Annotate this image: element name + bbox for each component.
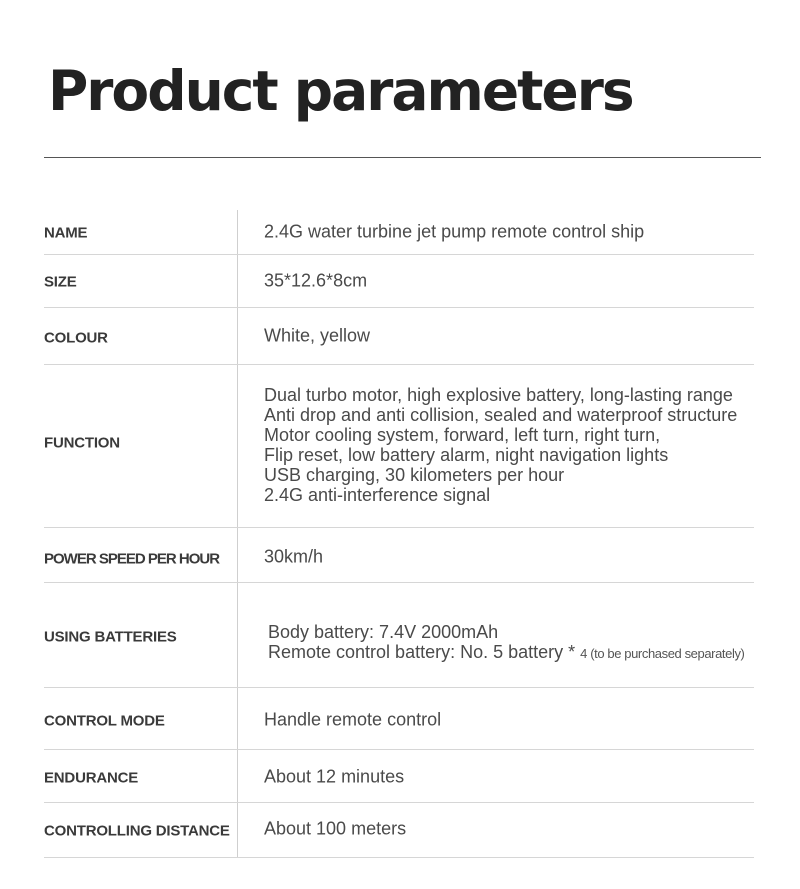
name-label: NAME (44, 224, 88, 242)
function-label: FUNCTION (44, 434, 120, 452)
power-speed-value: 30km/h (264, 546, 324, 567)
row-separator (44, 802, 754, 803)
row-separator (44, 687, 754, 688)
row-separator (44, 364, 754, 365)
row-separator (44, 254, 754, 255)
row-separator (44, 527, 754, 528)
size-label: SIZE (44, 273, 77, 291)
function-line: USB charging, 30 kilometers per hour (264, 465, 565, 485)
row-separator (44, 857, 754, 858)
remote-battery-line (268, 642, 744, 662)
function-line: Motor cooling system, forward, left turn, right turn, (264, 425, 661, 445)
power-speed-label: POWER SPEED PER HOUR (44, 550, 220, 568)
row-separator (44, 749, 754, 750)
controlling-distance-label: CONTROLLING DISTANCE (44, 822, 230, 840)
purchase-note: 4 (to be purchased separately) (580, 646, 745, 661)
function-line: Flip reset, low battery alarm, night navigation lights (264, 445, 669, 465)
page-title: Product parameters (48, 59, 633, 123)
function-value (264, 385, 737, 505)
remote-battery-text: Remote control battery: No. 5 battery * (268, 642, 581, 662)
row-separator (44, 582, 754, 583)
function-line: Dual turbo motor, high explosive battery, long-lasting range (264, 385, 733, 405)
colour-value: White, yellow (264, 325, 371, 346)
function-line: 2.4G anti-interference signal (264, 485, 491, 505)
function-line: Anti drop and anti collision, sealed and waterproof structure (264, 405, 738, 425)
size-value: 35*12.6*8cm (264, 270, 368, 291)
endurance-value: About 12 minutes (264, 766, 405, 787)
row-separator (44, 307, 754, 308)
batteries-label: USING BATTERIES (44, 628, 177, 646)
colour-label: COLOUR (44, 329, 108, 347)
endurance-label: ENDURANCE (44, 769, 139, 787)
controlling-distance-value: About 100 meters (264, 818, 407, 839)
name-value: 2.4G water turbine jet pump remote control ship (264, 221, 645, 242)
batteries-value (268, 622, 744, 662)
control-mode-label: CONTROL MODE (44, 712, 165, 730)
body-battery-line: Body battery: 7.4V 2000mAh (268, 622, 499, 642)
control-mode-value: Handle remote control (264, 709, 442, 730)
